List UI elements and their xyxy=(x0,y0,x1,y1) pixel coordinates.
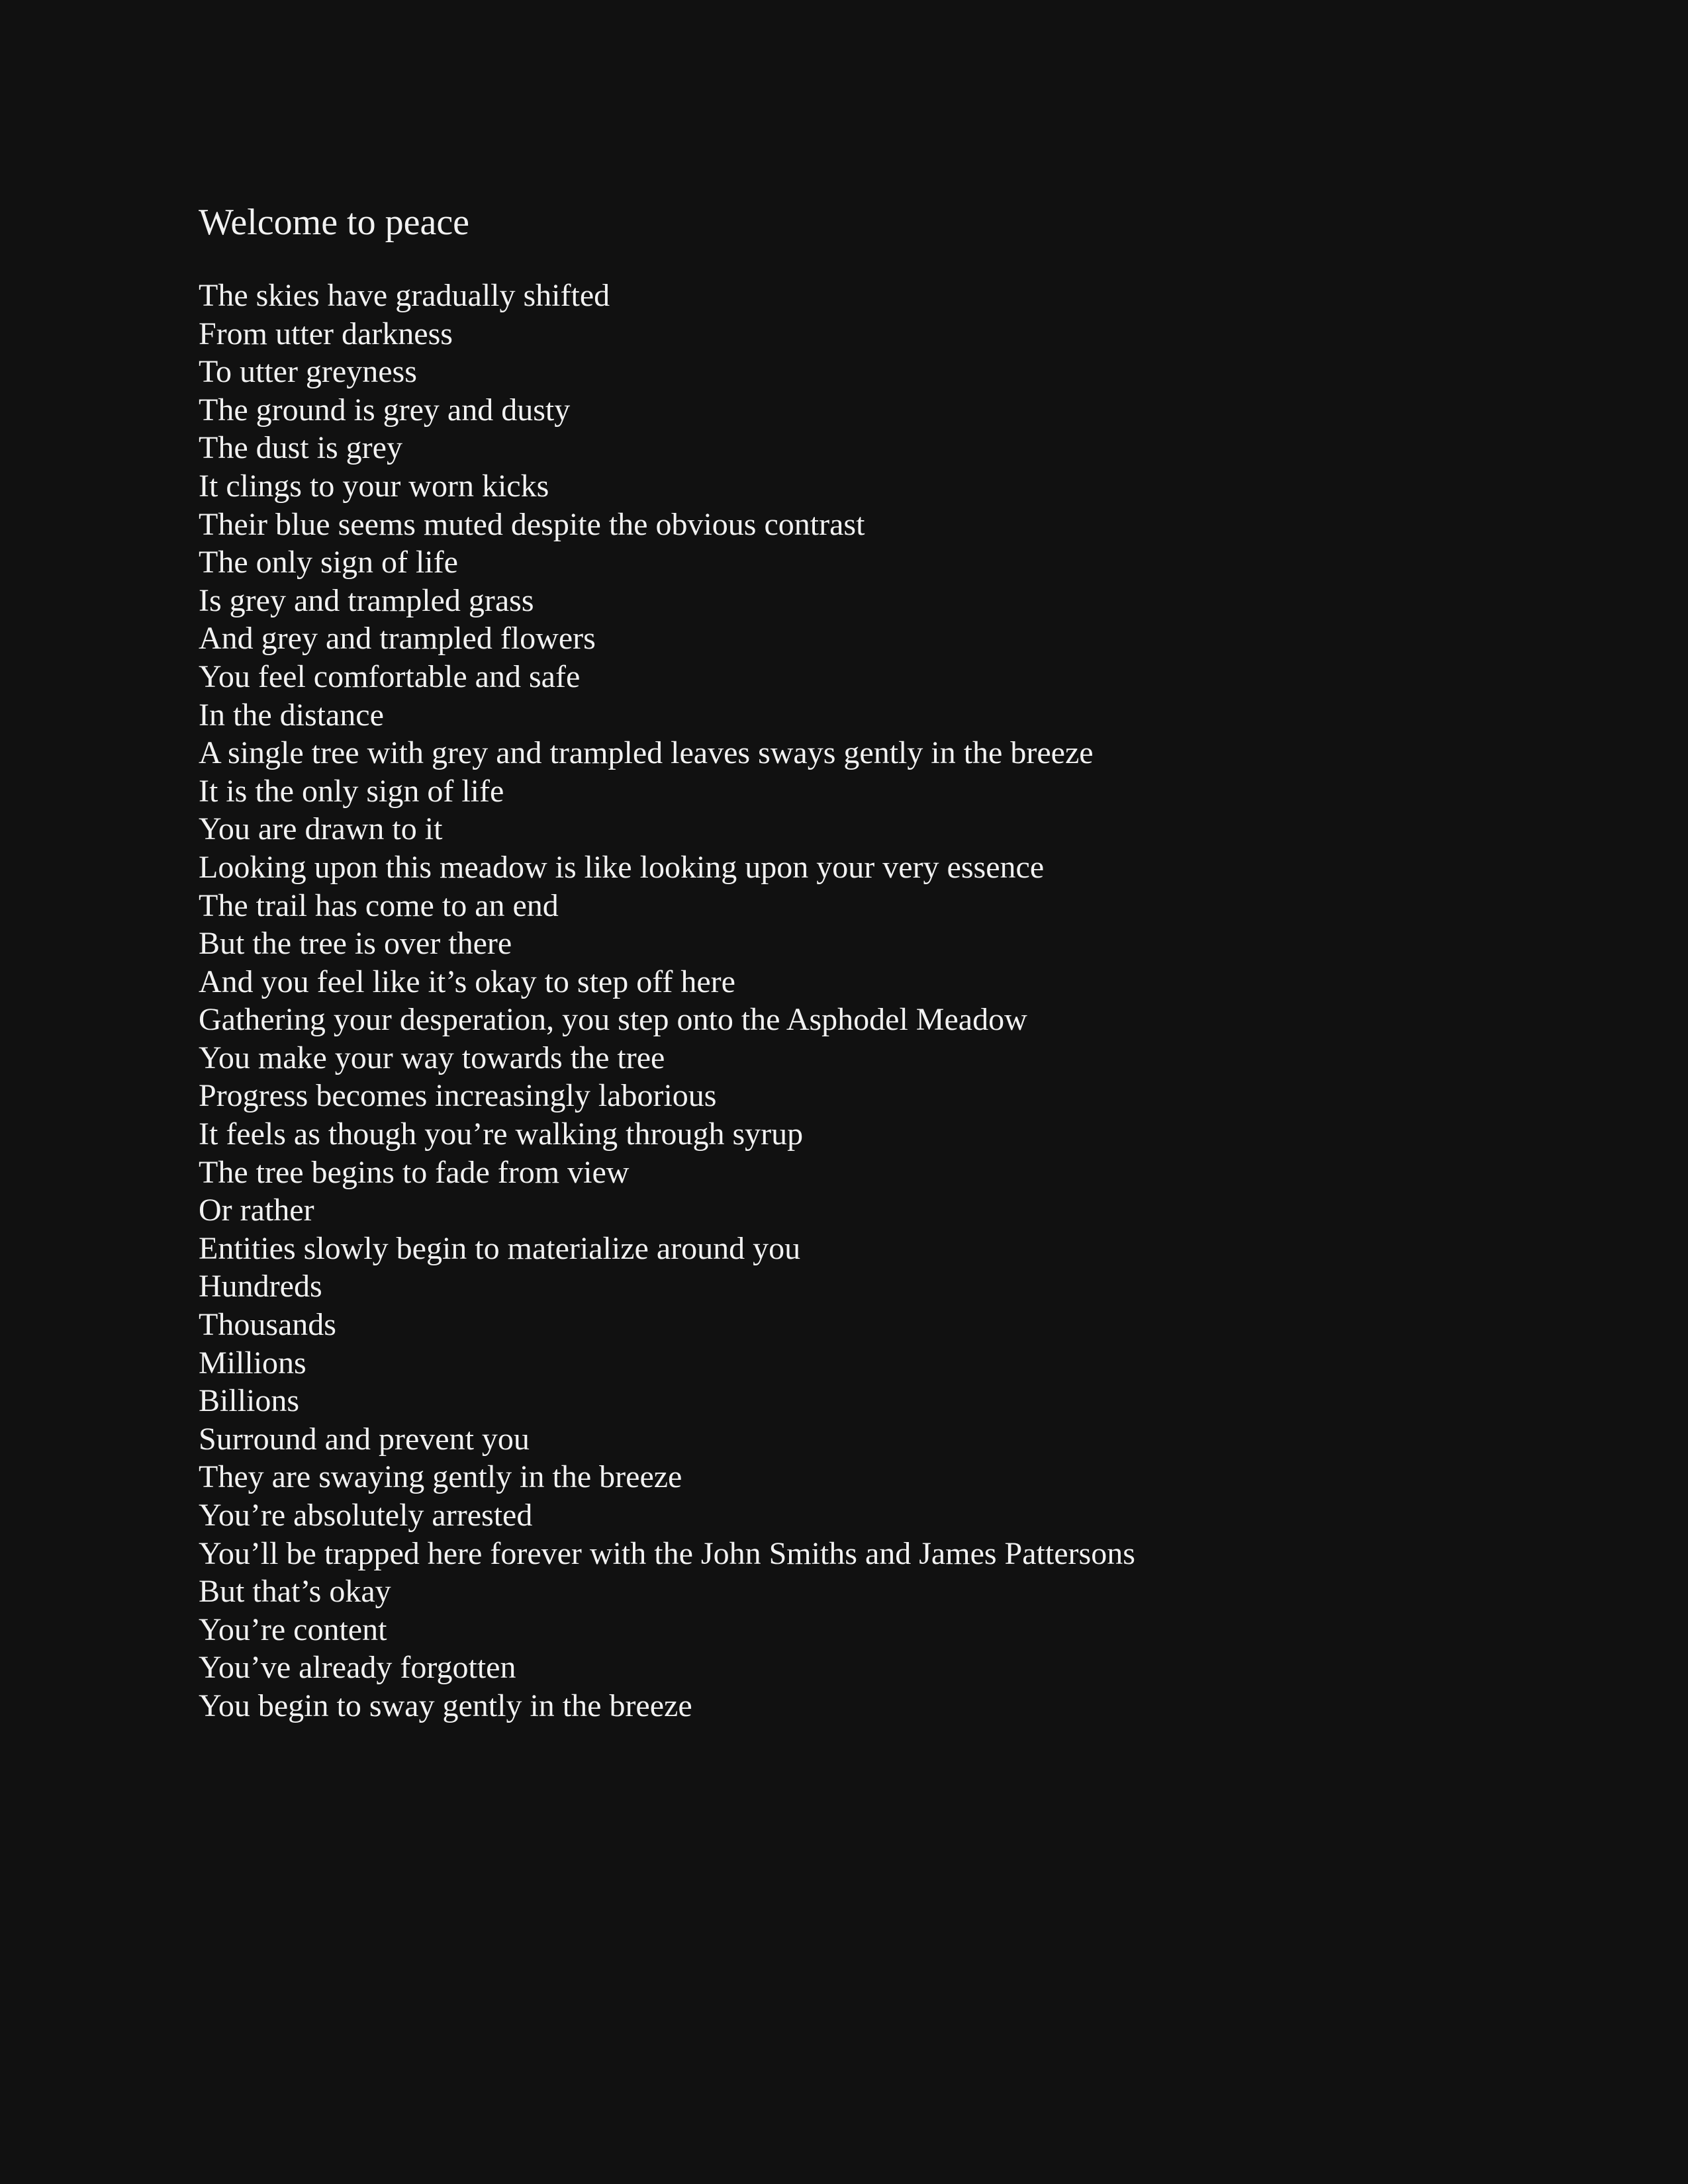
poem-line: You’ve already forgotten xyxy=(199,1650,516,1686)
poem-line: The trail has come to an end xyxy=(199,887,559,923)
poem-line: Thousands xyxy=(199,1307,336,1343)
poem-line: A single tree with grey and trampled leaves sways gently in the breeze xyxy=(199,735,1094,771)
poem-line: And you feel like it’s okay to step off here xyxy=(199,964,735,999)
poem-line: It feels as though you’re walking through syrup xyxy=(199,1116,804,1152)
document-page xyxy=(199,196,1589,1725)
poem-line: You’re absolutely arrested xyxy=(199,1498,533,1533)
poem-line: It clings to your worn kicks xyxy=(199,468,549,504)
poem-line: Or rather xyxy=(199,1193,314,1228)
poem-body xyxy=(199,277,1589,1725)
poem-line: Billions xyxy=(199,1383,300,1419)
poem-line: Entities slowly begin to materialize around you xyxy=(199,1230,801,1266)
poem-line: In the distance xyxy=(199,697,384,733)
poem-line: They are swaying gently in the breeze xyxy=(199,1459,682,1495)
poem-line: Is grey and trampled grass xyxy=(199,582,534,618)
poem-line: You make your way towards the tree xyxy=(199,1040,665,1075)
poem-line: And grey and trampled flowers xyxy=(199,621,596,657)
poem-line: The dust is grey xyxy=(199,430,402,466)
poem-line: From utter darkness xyxy=(199,316,453,351)
poem-line: It is the only sign of life xyxy=(199,773,504,809)
poem-line: Gathering your desperation, you step onto the Asphodel Meadow xyxy=(199,1002,1027,1038)
poem-line: Millions xyxy=(199,1345,306,1381)
poem-line: Progress becomes increasingly laborious xyxy=(199,1078,717,1114)
poem-line: The tree begins to fade from view xyxy=(199,1154,630,1190)
poem-line: You begin to sway gently in the breeze xyxy=(199,1688,692,1723)
document-title: Welcome to peace xyxy=(199,202,470,243)
poem-line: But the tree is over there xyxy=(199,926,512,962)
poem-line: Looking upon this meadow is like looking upon your very essence xyxy=(199,849,1045,885)
poem-line: The only sign of life xyxy=(199,545,458,580)
poem-line: Their blue seems muted despite the obvious contrast xyxy=(199,506,865,542)
poem-line: You’ll be trapped here forever with the John Smiths and James Pattersons xyxy=(199,1535,1135,1571)
poem-line: The skies have gradually shifted xyxy=(199,278,610,313)
poem-line: You feel comfortable and safe xyxy=(199,659,581,694)
poem-line: You’re content xyxy=(199,1612,387,1647)
poem-line: Hundreds xyxy=(199,1269,322,1304)
poem-line: The ground is grey and dusty xyxy=(199,392,571,428)
poem-line: But that’s okay xyxy=(199,1574,391,1610)
poem-line: Surround and prevent you xyxy=(199,1421,530,1457)
poem-line: To utter greyness xyxy=(199,354,417,390)
poem-line: You are drawn to it xyxy=(199,811,443,847)
